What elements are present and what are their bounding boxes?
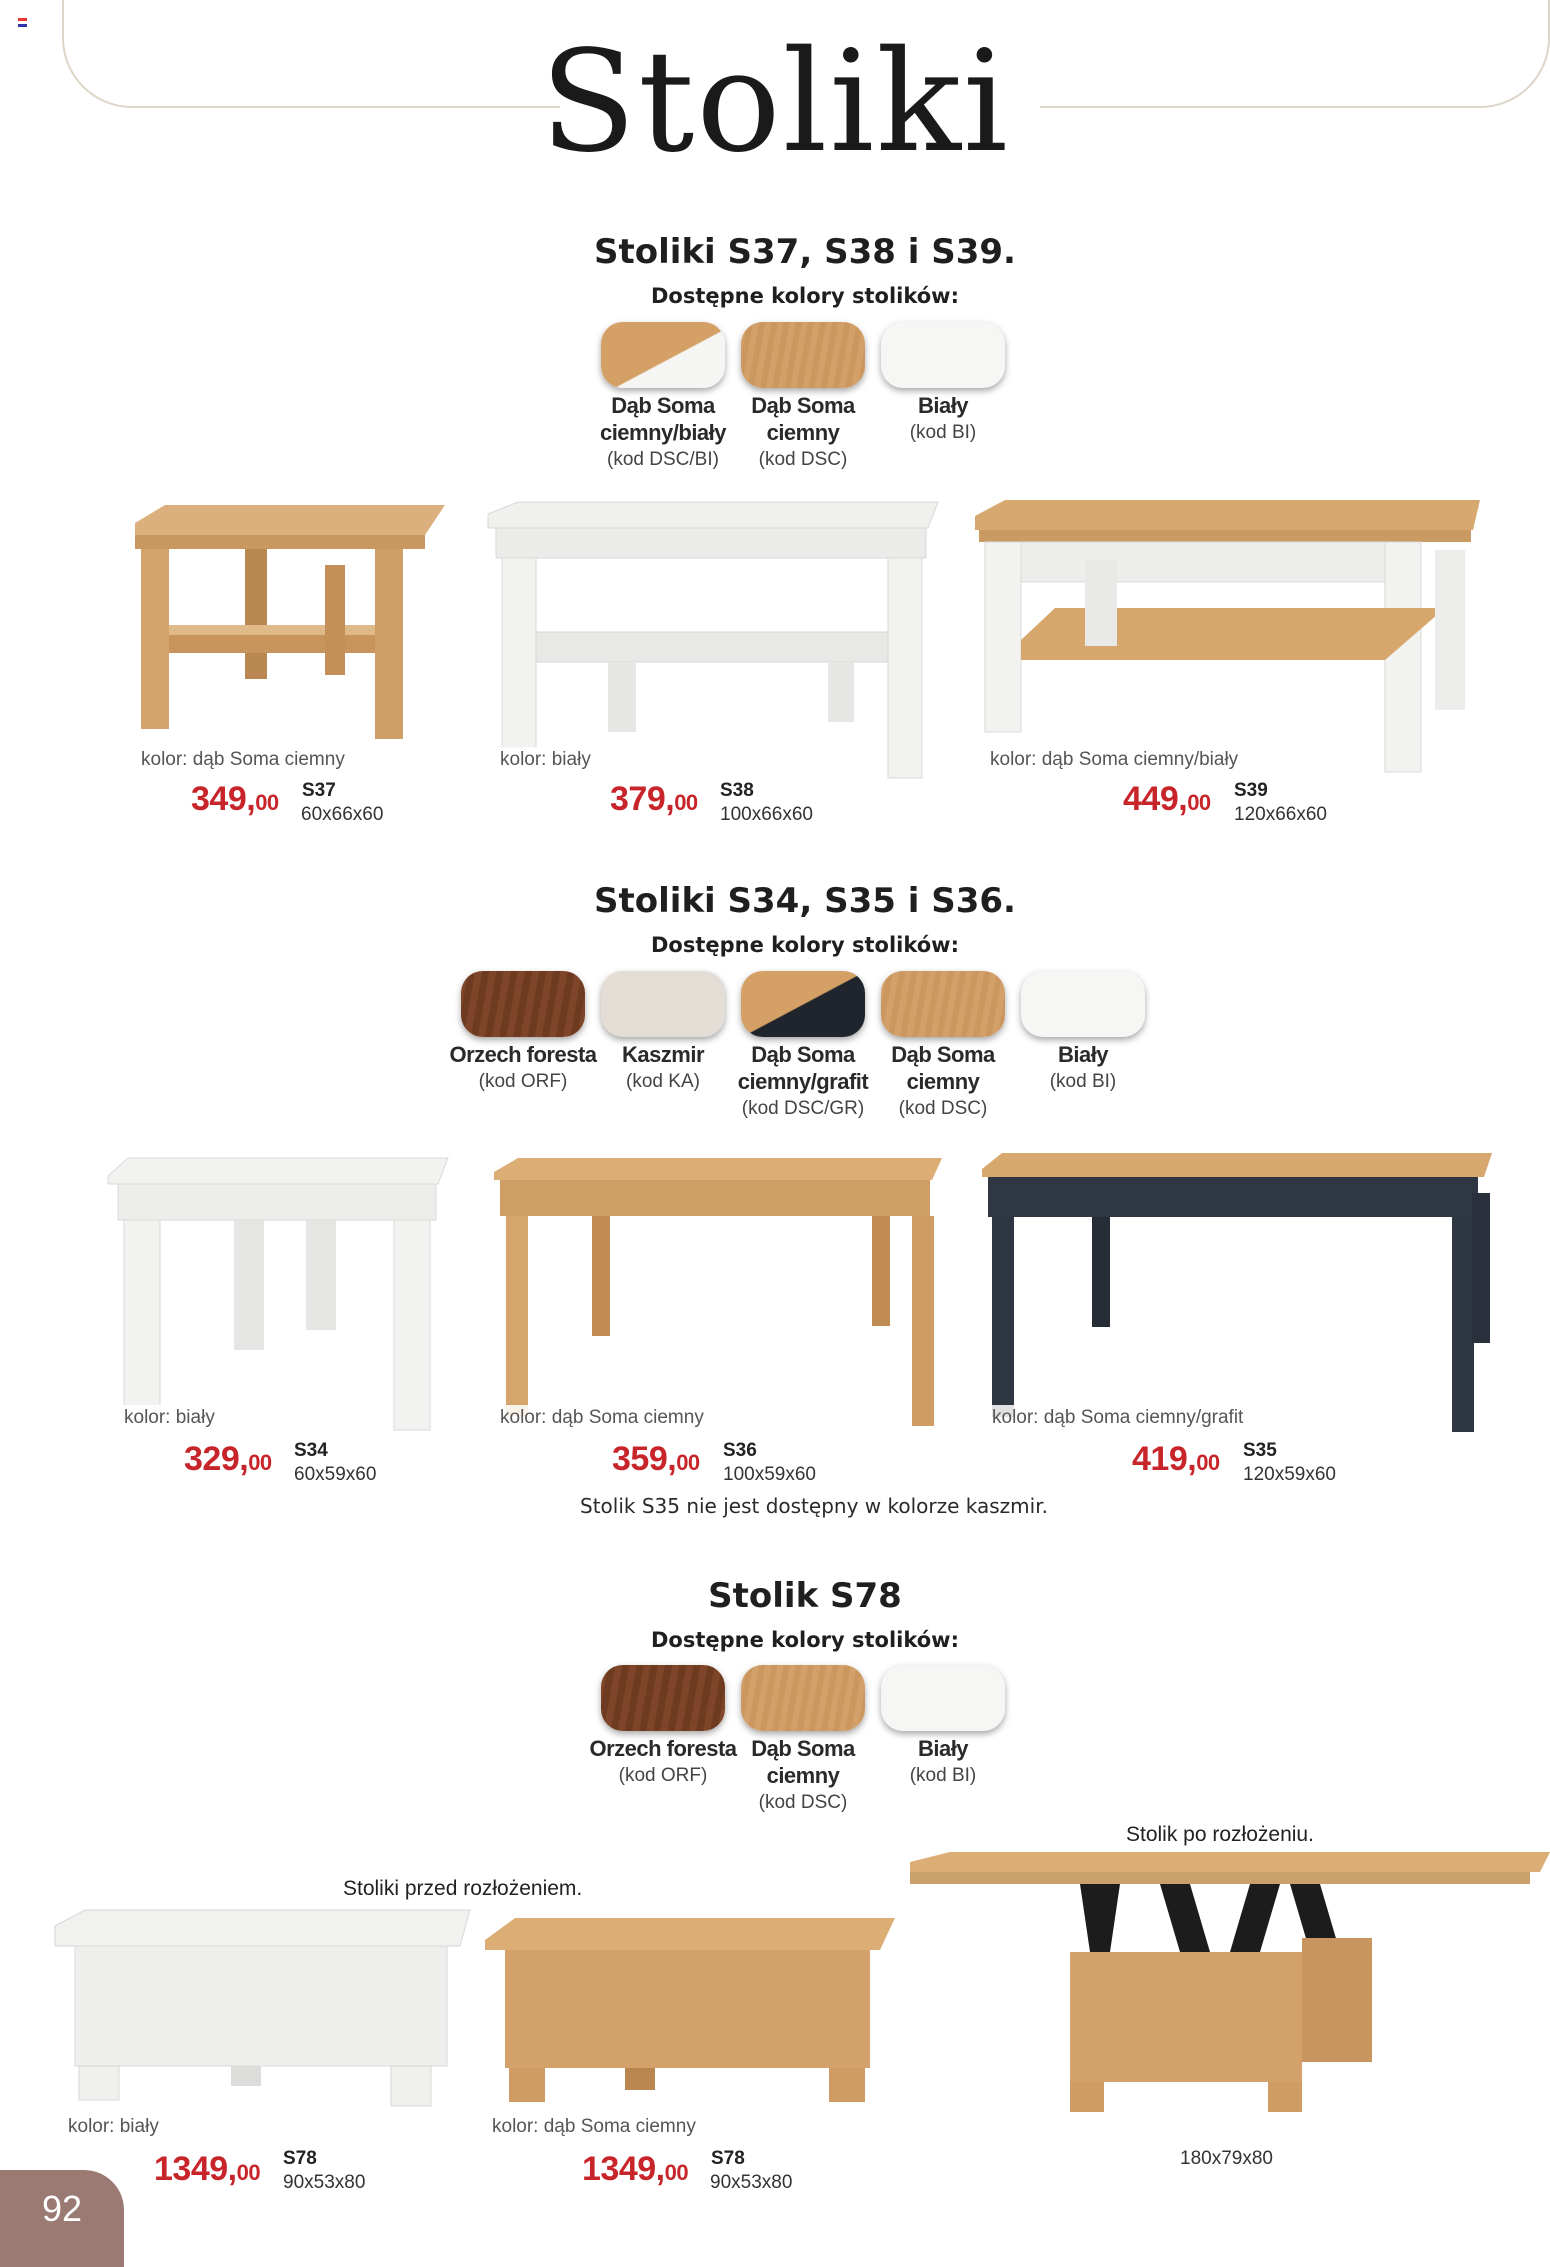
swatch-code: (kod BI) bbox=[909, 422, 977, 443]
swatch-name: Orzech foresta bbox=[449, 1042, 597, 1067]
table-image-s35 bbox=[982, 1153, 1492, 1438]
dimensions: 90x53x80 bbox=[283, 2172, 366, 2193]
dimensions: 100x66x60 bbox=[720, 804, 813, 825]
price-cents: 00 bbox=[676, 1450, 700, 1475]
swatch-code: (kod ORF) bbox=[618, 1765, 708, 1786]
swatch-name: Dąb Soma bbox=[611, 393, 715, 418]
swatch-oak-graphite bbox=[741, 971, 865, 1037]
swatch-name: ciemny bbox=[766, 420, 840, 445]
caption-after: Stolik po rozłożeniu. bbox=[1126, 1823, 1314, 1846]
swatch-code: (kod BI) bbox=[909, 1765, 977, 1786]
swatch-label bbox=[998, 1041, 1168, 1095]
price-main: 379, bbox=[610, 780, 675, 818]
swatch-name: Dąb Soma bbox=[751, 393, 855, 418]
swatch-name: ciemny/biały bbox=[599, 420, 727, 445]
section-subtitle: Dostępne kolory stolików: bbox=[651, 1628, 959, 1652]
swatch-name: ciemny bbox=[766, 1763, 840, 1788]
dimensions: 60x59x60 bbox=[294, 1464, 377, 1485]
color-label: kolor: biały bbox=[496, 747, 595, 773]
availability-note: Stolik S35 nie jest dostępny w kolorze kaszmir. bbox=[580, 1494, 1048, 1518]
model-code: S38 bbox=[720, 780, 754, 801]
color-label: kolor: dąb Soma ciemny bbox=[488, 2114, 700, 2140]
swatch-white bbox=[881, 322, 1005, 388]
section-title: Stoliki S37, S38 i S39. bbox=[594, 232, 1016, 272]
swatch-white bbox=[1021, 971, 1145, 1037]
price-cents: 00 bbox=[236, 2160, 261, 2185]
section-subtitle: Dostępne kolory stolików: bbox=[651, 933, 959, 957]
price-main: 419, bbox=[1132, 1440, 1197, 1478]
swatch-name: Orzech foresta bbox=[589, 1736, 737, 1761]
price bbox=[191, 780, 279, 819]
swatch-cashmere bbox=[601, 971, 725, 1037]
swatch-name: Dąb Soma bbox=[891, 1042, 995, 1067]
dimensions: 100x59x60 bbox=[723, 1464, 816, 1485]
swatch-code: (kod DSC/BI) bbox=[607, 449, 719, 470]
swatch-oak-white bbox=[601, 322, 725, 388]
table-image-s78-expanded bbox=[910, 1852, 1550, 2112]
model-code: S37 bbox=[302, 780, 336, 801]
model-code: S78 bbox=[283, 2148, 317, 2169]
expanded-dimensions: 180x79x80 bbox=[1180, 2148, 1273, 2169]
swatch-oak bbox=[881, 971, 1005, 1037]
color-label: kolor: dąb Soma ciemny/grafit bbox=[988, 1405, 1247, 1431]
page-number: 92 bbox=[0, 2170, 124, 2267]
section-title: Stoliki S34, S35 i S36. bbox=[594, 881, 1016, 921]
swatch-label bbox=[858, 392, 1028, 446]
table-image-s38 bbox=[488, 502, 948, 782]
price-cents: 00 bbox=[1187, 790, 1211, 815]
price-cents: 00 bbox=[674, 790, 698, 815]
swatch-code: (kod DSC) bbox=[758, 1792, 848, 1813]
price-main: 349, bbox=[191, 780, 256, 818]
table-image-s39 bbox=[975, 500, 1485, 780]
swatch-code: (kod DSC/GR) bbox=[741, 1098, 865, 1119]
caption-before: Stoliki przed rozłożeniem. bbox=[343, 1877, 583, 1900]
price-main: 359, bbox=[612, 1440, 677, 1478]
color-label: kolor: biały bbox=[64, 2114, 163, 2140]
swatch-code: (kod DSC) bbox=[898, 1098, 988, 1119]
price bbox=[1123, 780, 1211, 819]
price bbox=[184, 1440, 272, 1479]
table-image-s36 bbox=[492, 1158, 942, 1438]
model-code: S36 bbox=[723, 1440, 757, 1461]
swatch-oak bbox=[741, 1665, 865, 1731]
color-label: kolor: dąb Soma ciemny bbox=[496, 1405, 708, 1431]
price-cents: 00 bbox=[664, 2160, 689, 2185]
color-label: kolor: dąb Soma ciemny bbox=[137, 747, 349, 773]
swatch-walnut bbox=[601, 1665, 725, 1731]
swatch-walnut bbox=[461, 971, 585, 1037]
model-code: S34 bbox=[294, 1440, 328, 1461]
swatch-name: Biały bbox=[917, 393, 969, 418]
price bbox=[154, 2150, 260, 2189]
price-main: 1349, bbox=[582, 2150, 665, 2188]
swatch-name: ciemny bbox=[906, 1069, 980, 1094]
dimensions: 120x66x60 bbox=[1234, 804, 1327, 825]
swatch-white bbox=[881, 1665, 1005, 1731]
price-cents: 00 bbox=[255, 790, 279, 815]
table-image-s78-oak bbox=[485, 1918, 895, 2108]
swatch-name: Biały bbox=[917, 1736, 969, 1761]
table-image-s78-white bbox=[55, 1910, 475, 2110]
swatch-name: Dąb Soma bbox=[751, 1042, 855, 1067]
swatch-code: (kod DSC) bbox=[758, 449, 848, 470]
price bbox=[610, 780, 698, 819]
dimensions: 120x59x60 bbox=[1243, 1464, 1336, 1485]
page-title: Stoliki bbox=[540, 21, 1010, 184]
price-cents: 00 bbox=[1196, 1450, 1220, 1475]
section-title: Stolik S78 bbox=[708, 1576, 902, 1616]
flag-icon bbox=[18, 18, 27, 27]
model-code: S78 bbox=[711, 2148, 745, 2169]
color-label: kolor: biały bbox=[120, 1405, 219, 1431]
price-cents: 00 bbox=[248, 1450, 272, 1475]
price bbox=[612, 1440, 700, 1479]
price-main: 1349, bbox=[154, 2150, 237, 2188]
swatch-code: (kod ORF) bbox=[478, 1071, 568, 1092]
model-code: S35 bbox=[1243, 1440, 1277, 1461]
table-image-s34 bbox=[108, 1158, 458, 1438]
swatch-code: (kod BI) bbox=[1049, 1071, 1117, 1092]
section-subtitle: Dostępne kolory stolików: bbox=[651, 284, 959, 308]
swatch-oak bbox=[741, 322, 865, 388]
dimensions: 60x66x60 bbox=[301, 804, 384, 825]
color-label: kolor: dąb Soma ciemny/biały bbox=[986, 747, 1242, 773]
swatch-name: Biały bbox=[1057, 1042, 1109, 1067]
price bbox=[582, 2150, 688, 2189]
price-main: 449, bbox=[1123, 780, 1188, 818]
price-main: 329, bbox=[184, 1440, 249, 1478]
swatch-name: Kaszmir bbox=[621, 1042, 705, 1067]
swatch-label bbox=[858, 1735, 1028, 1789]
model-code: S39 bbox=[1234, 780, 1268, 801]
swatch-code: (kod KA) bbox=[626, 1071, 700, 1092]
swatch-name: Dąb Soma bbox=[751, 1736, 855, 1761]
dimensions: 90x53x80 bbox=[710, 2172, 793, 2193]
swatch-name: ciemny/grafit bbox=[737, 1069, 869, 1094]
table-image-s37 bbox=[125, 505, 455, 745]
price bbox=[1132, 1440, 1220, 1479]
